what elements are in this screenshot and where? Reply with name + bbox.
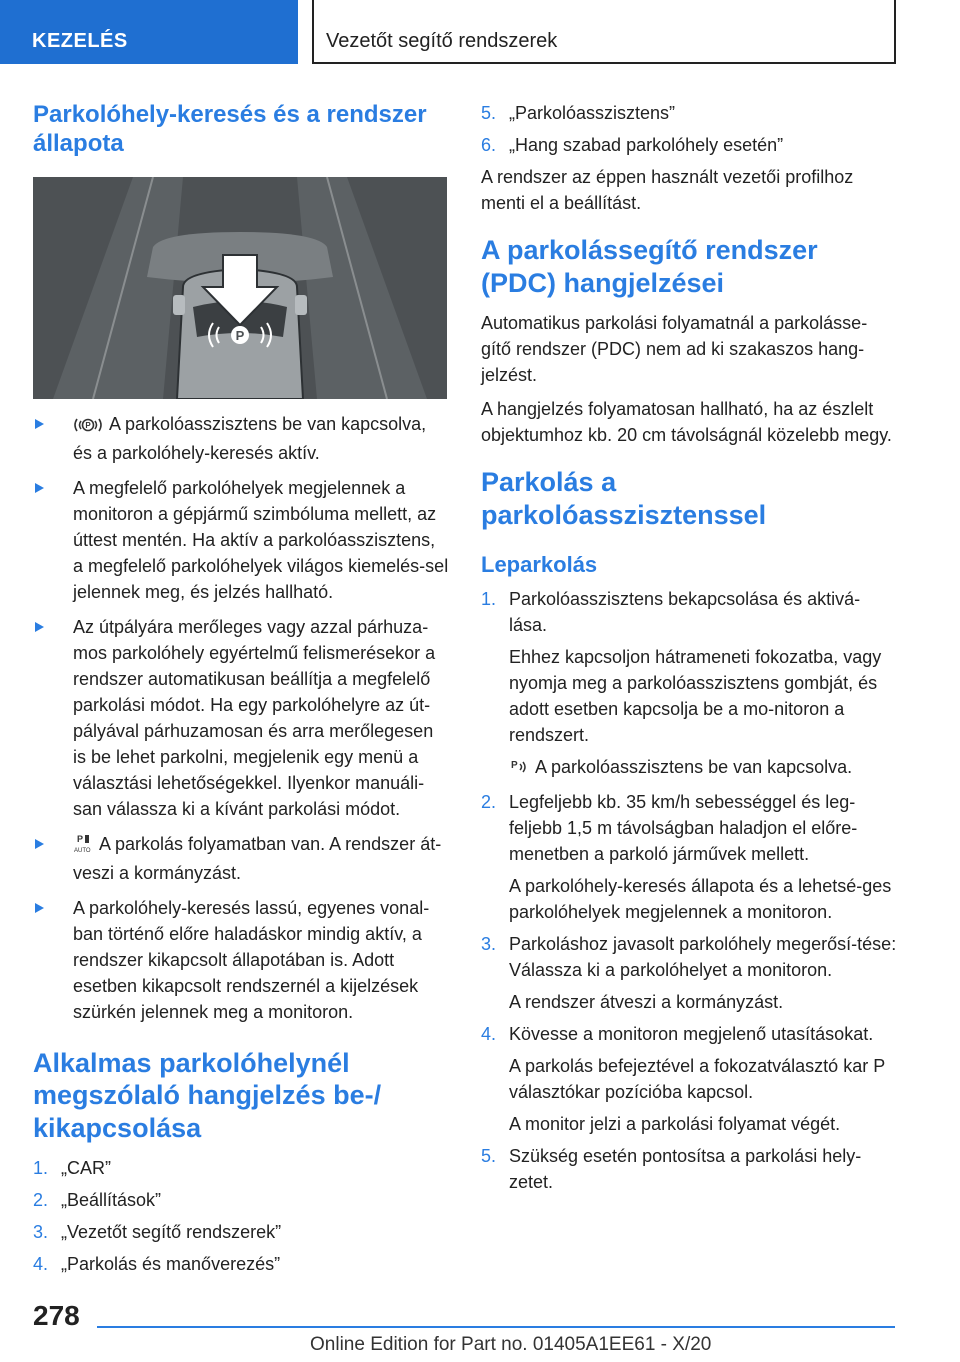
heading-parking-search: Parkolóhely-keresés és a rendszer állapota — [33, 101, 427, 158]
list-item: 3. Parkoláshoz javasolt parkolóhely megerősí-tése: Válassza ki a parkolóhelyet a monitoron. A rendszer átveszi a kormányzást. — [481, 933, 897, 1012]
pdc-paragraph-2: A hangjelzés folyamatosan hallható, ha az észlelt objektumhoz kb. 20 cm távolságnál közelebb megy. — [481, 398, 892, 445]
heading-leparkolas: Leparkolás — [481, 551, 598, 577]
chapter-title: Vezetőt segítő rendszerek — [312, 0, 896, 64]
list-item: 5. „Parkolóasszisztens” — [481, 103, 676, 123]
pdc-paragraph-1: Automatikus parkolási folyamatnál a parkolásse-gítő rendszer (PDC) nem ad ki szakaszos hang-jelzést. — [481, 312, 868, 385]
section-tab: KEZELÉS — [0, 0, 298, 64]
list-item: A megfelelő parkolóhelyek megjelennek a monitoron a gépjármű szimbóluma mellett, az úttest mentén. Ha aktív a parkolóasszisztens, a megfelelő parkolóhelyek világos kiemelés-sel jelennek meg, és jelzés hallható. — [33, 475, 449, 605]
right-column — [481, 100, 897, 1201]
edition-text: Online Edition for Part no. 01405A1EE61 - X/20 — [310, 1334, 712, 1355]
bullet-triangle-icon — [35, 419, 44, 429]
menu-steps-list-continued — [481, 100, 897, 158]
profile-paragraph: A rendszer az éppen használt vezetői profilhoz menti el a beállítást. — [481, 167, 854, 213]
heading-signal-toggle: Alkalmas parkolóhelynél megszólaló hangjelzés be-/ kikapcsolása — [33, 1047, 382, 1144]
parking-assistant-icon — [509, 757, 529, 783]
footer-divider — [97, 1326, 895, 1328]
list-item: A parkolóhely-keresés lassú, egyenes vonal-ban történő előre haladáskor mindig aktív, a rendszer kikapcsolt állapotában is. Adott esetben kikapcsolt rendszernél a kijelzések szürkén jelennek meg a monitoron. — [33, 895, 449, 1025]
heading-pdc: A parkolássegítő rendszer (PDC) hangjelzései — [481, 235, 818, 298]
svg-text:AUTO: AUTO — [74, 847, 91, 853]
menu-steps-list — [33, 1155, 449, 1277]
list-item: 4. Kövesse a monitoron megjelenő utasításokat. A parkolás befejeztével a fokozatválasztó kar P választókar pozícióba kapcsol. A monitor jelzi a parkolási folyamat végét. — [481, 1023, 885, 1134]
list-item: P A parkolóasszisztens be van kapcsolva, és a parkolóhely-keresés aktív. — [33, 411, 449, 466]
list-item: 1. „CAR” — [33, 1158, 111, 1179]
left-column — [33, 100, 449, 1283]
bullet-triangle-icon — [35, 903, 44, 913]
svg-text:P: P — [511, 759, 518, 771]
svg-text:P: P — [77, 833, 84, 844]
list-item: 5. Szükség esetén pontosítsa a parkolási hely-zetet. — [481, 1145, 862, 1192]
svg-text:P: P — [235, 327, 245, 343]
bullet-triangle-icon — [35, 839, 44, 849]
list-item: 3. „Vezetőt segítő rendszerek” — [33, 1222, 282, 1243]
bullet-triangle-icon — [35, 622, 44, 632]
list-item: 6. „Hang szabad parkolóhely esetén” — [481, 135, 784, 155]
parking-steps-list — [481, 586, 897, 1195]
list-item: 2. „Beállítások” — [33, 1190, 162, 1211]
list-item: P AUTO A parkolás folyamatban van. A rendszer át-veszi a kormányzást. — [33, 831, 449, 886]
car-parking-illustration-svg — [33, 177, 447, 399]
bullet-triangle-icon — [35, 483, 44, 493]
heading-parking-with-assistant: Parkolás a parkolóasszisztenssel — [481, 466, 767, 530]
list-item: 2. Legfeljebb kb. 35 km/h sebességgel és leg-feljebb 1,5 m távolságban haladjon el előre-menetben a parkoló járművek mellett. A parkolóhely-keresés állapota és a lehetsé-ges parkolóhelyek megjelennek a monitoron. — [481, 791, 892, 922]
page-number: 278 — [33, 1300, 80, 1331]
parking-assistant-active-icon — [73, 414, 103, 440]
list-item: Az útpályára merőleges vagy azzal párhuza-mos parkolóhely egyértelmű felismerésekor a rendszer automatikusan beállítja a megfelelő parkolási módot. Ha egy parkolóhelyre az út-pályával párhuzamosan és arra merőlegesen is be lehet parkolni, megjelenik egy menü a választási lehetőségekkel. Ilyenkor manuáli-san válassza ki a kívánt parkolási módot. — [33, 614, 449, 822]
list-item: 1. Parkolóasszisztens bekapcsolása és aktivá-lása. Ehhez kapcsoljon hátrameneti fokozatba, vagy nyomja meg a parkolóasszisztens gombját, és adott esetben kapcsolja be a mo-nitoron a rendszert. P A parkolóasszisztens be van kapcsolva. — [481, 586, 897, 783]
status-bullet-list — [33, 411, 449, 1025]
parking-auto-icon — [73, 833, 93, 860]
svg-text:P: P — [85, 420, 91, 430]
list-item: 4. „Parkolás és manőverezés” — [33, 1254, 281, 1275]
parking-illustration — [33, 177, 447, 399]
page-header — [0, 0, 960, 66]
